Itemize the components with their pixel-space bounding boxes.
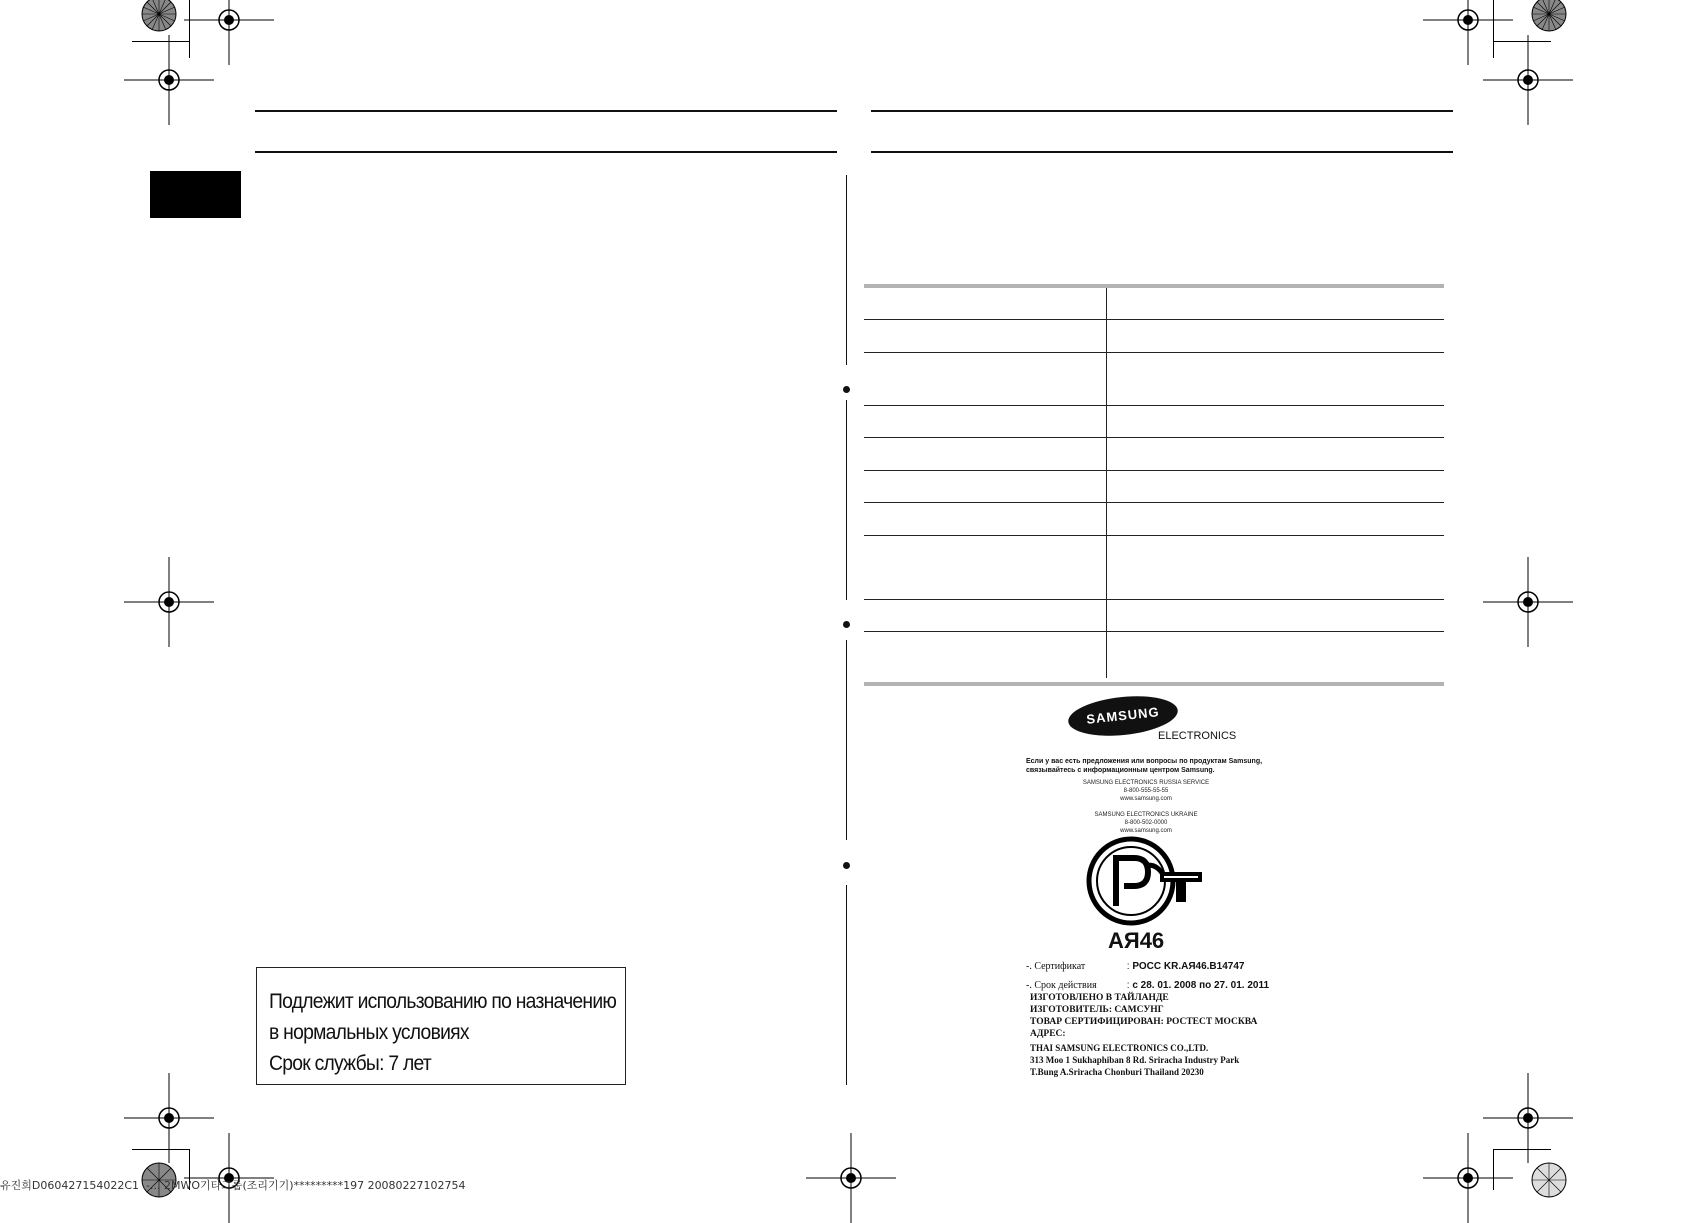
registration-mark-icon: [806, 1133, 896, 1223]
page-divider: [846, 885, 847, 1085]
color-wheel-mark-icon: [1531, 1162, 1567, 1198]
color-wheel-mark-icon: [141, 0, 177, 32]
table-row: [864, 535, 1444, 536]
registration-mark-icon: [1483, 557, 1573, 647]
left-page-top-rule: [255, 110, 837, 112]
page-divider: [846, 175, 847, 365]
address-line-2: 313 Moo 1 Sukhaphiban 8 Rd. Sriracha Industry Park: [1030, 1055, 1240, 1065]
notice-line-1: Подлежит использованию по назначению: [269, 990, 617, 1013]
certificate-separator: :: [1126, 961, 1130, 972]
registration-mark-icon: [124, 557, 214, 647]
contact-question-line-1: Если у вас есть предложения или вопросы по продуктам Samsung,: [1026, 758, 1263, 765]
table-column-divider: [1106, 288, 1107, 678]
divider-bullet: [843, 386, 850, 393]
samsung-logo: [1068, 697, 1238, 745]
table-row: [864, 470, 1444, 471]
table-row: [864, 599, 1444, 600]
notice-line-2: в нормальных условиях: [269, 1021, 469, 1044]
maker-line-1: ИЗГОТОВЛЕНО В ТАЙЛАНДЕ: [1030, 993, 1169, 1003]
maker-line-3: ТОВАР СЕРТИФИЦИРОВАН: РОСТЕСТ МОСКВА: [1030, 1017, 1258, 1027]
ukraine-service-name: SAMSUNG ELECTRONICS UKRAINE: [1094, 812, 1198, 818]
right-page-top-rule: [871, 110, 1453, 112]
print-slug-footer: 유진희D060427154022C1 .-... 2MWO기타그룹(조리기기)*********197 20080227102754: [0, 1179, 466, 1192]
divider-bullet: [843, 862, 850, 869]
pct-certification-mark-icon: [1086, 836, 1206, 926]
divider-bullet: [843, 621, 850, 628]
crop-line: [132, 41, 190, 42]
table-row: [864, 502, 1444, 503]
certificate-details: [1026, 957, 1316, 995]
ukraine-service-web: www.samsung.com: [1120, 828, 1172, 834]
manufacturer-address: [1030, 1042, 1320, 1078]
crop-line: [132, 1149, 190, 1150]
russia-service-web: www.samsung.com: [1120, 796, 1172, 802]
language-tab-block: [150, 171, 241, 218]
specification-table: [864, 284, 1444, 682]
usage-notice-box: [256, 967, 626, 1085]
validity-value: с 28. 01. 2008 по 27. 01. 2011: [1132, 980, 1270, 991]
page-divider: [846, 640, 847, 840]
table-row: [864, 352, 1444, 353]
manufacturer-info: [1030, 992, 1310, 1040]
ukraine-service-phone: 8-800-502-0000: [1124, 820, 1168, 826]
table-row: [864, 319, 1444, 320]
table-top-border: [864, 284, 1444, 288]
contact-info: [1026, 757, 1296, 835]
maker-line-2: ИЗГОТОВИТЕЛЬ: САМСУНГ: [1030, 1005, 1164, 1015]
registration-mark-icon: [124, 35, 214, 125]
russia-service-phone: 8-800-555-55-55: [1123, 788, 1169, 794]
table-row: [864, 437, 1444, 438]
logo-subtitle: ELECTRONICS: [1158, 730, 1237, 742]
page-divider: [846, 400, 847, 600]
registration-mark-icon: [1483, 35, 1573, 125]
table-row: [864, 631, 1444, 632]
logo-wordmark: SAMSUNG: [1085, 704, 1161, 727]
certificate-value: РОСС KR.АЯ46.B14747: [1132, 961, 1245, 972]
crop-line: [189, 0, 190, 58]
table-bottom-border: [864, 682, 1444, 686]
right-page-header-rule: [871, 151, 1453, 153]
left-page-header-rule: [255, 151, 837, 153]
notice-line-3: Срок службы: 7 лет: [269, 1052, 431, 1075]
crop-line: [1493, 41, 1551, 42]
russia-service-name: SAMSUNG ELECTRONICS RUSSIA SERVICE: [1082, 780, 1210, 786]
table-row: [864, 405, 1444, 406]
maker-line-4: АДРЕС:: [1030, 1029, 1066, 1039]
contact-question-line-2: связывайтесь с информационным центром Samsung.: [1026, 767, 1215, 774]
validity-separator: :: [1126, 980, 1130, 991]
color-wheel-mark-icon: [1531, 0, 1567, 32]
certification-code: АЯ46: [1108, 928, 1165, 953]
crop-line: [1493, 1149, 1494, 1190]
crop-line: [1493, 0, 1494, 58]
validity-label: -. Срок действия: [1026, 980, 1097, 991]
crop-line: [1493, 1149, 1551, 1150]
certificate-label: -. Сертификат: [1026, 961, 1086, 972]
address-line-3: T.Bung A.Sriracha Chonburi Thailand 20230: [1030, 1067, 1204, 1077]
address-line-1: THAI SAMSUNG ELECTRONICS CO.,LTD.: [1030, 1043, 1209, 1053]
